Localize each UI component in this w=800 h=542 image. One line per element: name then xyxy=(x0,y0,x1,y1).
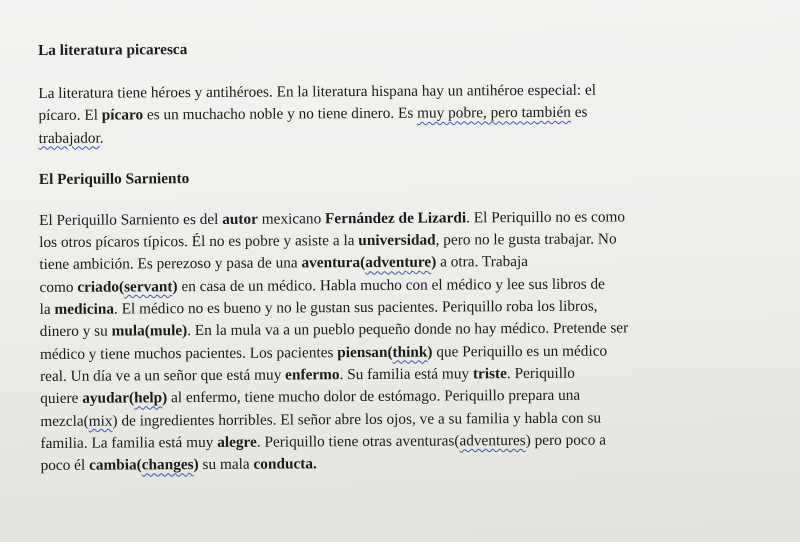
underlined-word: mix xyxy=(88,412,113,430)
text-run: en casa de un médico. Habla mucho con el médico y lee sus libros de xyxy=(177,275,605,295)
text-run: La literatura tiene héroes y antihéroes. En la literatura hispana hay un antihéroe especial: el xyxy=(38,81,597,102)
bold-word: criado( xyxy=(77,278,125,296)
underlined-word: adventures xyxy=(459,431,526,450)
section-title: El Periquillo Sarniento xyxy=(38,169,190,188)
text-run: . El médico no es bueno y no le gustan sus pacientes. Periquillo roba los libros, xyxy=(113,297,598,318)
bold-underlined-word: help xyxy=(134,389,163,407)
bold-underlined-word: servant xyxy=(124,277,173,296)
text-run: real. Un día ve a un señor que está muy xyxy=(40,366,286,385)
bold-word: autor xyxy=(222,210,258,228)
text-run: , pero no le gusta trabajar. No xyxy=(435,230,617,249)
text-run: médico y tiene muchos pacientes. Los pacientes xyxy=(39,343,338,363)
bold-word: conducta. xyxy=(253,455,317,473)
bold-word: ) xyxy=(431,254,437,272)
text-run: mezcla( xyxy=(40,412,89,430)
bold-word: alegre xyxy=(217,433,257,451)
bold-word: ) xyxy=(172,277,178,295)
text-run: al enfermo, tiene mucho dolor de estómago. Periquillo prepara una xyxy=(167,386,581,407)
bold-word: Fernández de Lizardi xyxy=(324,209,467,228)
text-run: ) de ingredientes horribles. El señor abre los ojos, ve a su familia y habla con su xyxy=(112,409,602,430)
bold-word: aventura( xyxy=(301,254,366,272)
text-run: El Periquillo Sarniento es del xyxy=(39,210,223,229)
text-run: que Periquillo es un médico xyxy=(432,342,608,361)
intro-paragraph xyxy=(38,78,778,149)
text-run: su mala xyxy=(198,455,254,474)
bold-word: mula(mule) xyxy=(111,322,188,340)
text-run: poco él xyxy=(40,456,90,475)
text-run: dinero y su xyxy=(39,322,112,341)
bold-word: medicina xyxy=(54,300,115,318)
text-run: . Periquillo xyxy=(506,364,575,383)
text-run: ) pero poco a xyxy=(525,431,607,449)
underlined-word: muy pobre, pero también xyxy=(417,104,571,122)
bold-word: universidad xyxy=(358,231,436,250)
text-run: . Su familia está muy xyxy=(339,365,473,384)
bold-word: pícaro xyxy=(101,106,144,124)
text-run: . El Periquillo no es como xyxy=(466,208,626,227)
text-run: . En la mula va a un pueblo pequeño donde no hay médico. Pretende ser xyxy=(187,319,629,340)
text-run: pícaro. El xyxy=(38,106,102,125)
bold-underlined-word: changes xyxy=(141,456,194,474)
text-run: familia. La familia está muy xyxy=(40,433,218,452)
text-run: como xyxy=(39,278,78,296)
document-title: La literatura picaresca xyxy=(38,41,188,59)
text-run: mexicano xyxy=(257,210,326,228)
text-run: . Periquillo tiene otras aventuras( xyxy=(256,432,460,451)
text-run: es xyxy=(570,103,588,122)
bold-word: enfermo xyxy=(285,366,340,384)
bold-word: cambia( xyxy=(88,456,142,474)
underlined-word: trabajador xyxy=(38,129,100,147)
bold-underlined-word: adventure xyxy=(365,254,432,272)
text-run: tiene ambición. Es perezoso y pasa de una xyxy=(39,254,302,274)
body-paragraph xyxy=(39,205,781,477)
text-run: a otra. Trabaja xyxy=(436,253,529,272)
bold-word: piensan( xyxy=(337,343,393,361)
bold-underlined-word: think xyxy=(392,343,428,361)
bold-word: ) xyxy=(162,389,168,407)
bold-word: ) xyxy=(193,456,199,474)
text-run: la xyxy=(39,300,55,319)
text-run: quiere xyxy=(40,390,83,408)
document-body xyxy=(38,35,781,477)
text-run: los otros pícaros típicos. Él no es pobre y asiste a la xyxy=(39,232,359,252)
bold-word: ayudar( xyxy=(82,389,135,408)
text-run: . xyxy=(99,129,104,147)
bold-word: triste xyxy=(472,365,507,383)
bold-word: ) xyxy=(427,343,433,361)
text-run: es un muchacho noble y no tiene dinero. Es xyxy=(143,104,418,124)
